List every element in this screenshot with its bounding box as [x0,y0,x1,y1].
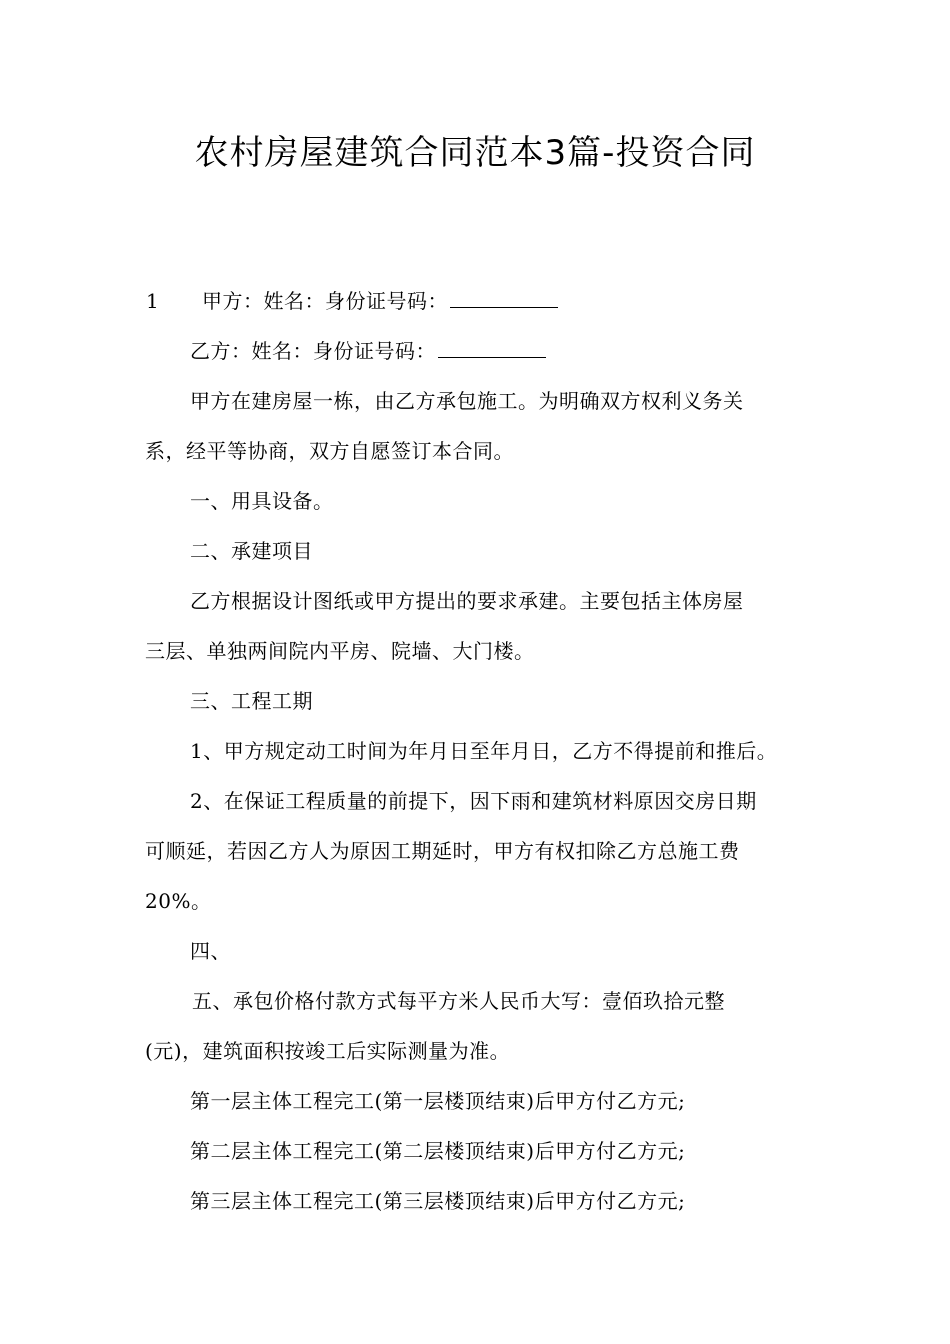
paragraph-line: 第一层主体工程完工(第一层楼顶结束)后甲方付乙方元; [190,1089,686,1113]
paragraph-line: 乙方根据设计图纸或甲方提出的要求承建。主要包括主体房屋 [190,589,744,613]
paragraph-line: 1、甲方规定动工时间为年月日至年月日，乙方不得提前和推后。 [190,739,778,763]
paragraph-line: 可顺延，若因乙方人为原因工期延时，甲方有权扣除乙方总施工费 [145,839,740,863]
party-b-text: 乙方：姓名：身份证号码： [190,339,436,363]
paragraph-line: 五、承包价格付款方式每平方米人民币大写：壹佰玖拾元整 [192,989,725,1013]
paragraph-line: (元)，建筑面积按竣工后实际测量为准。 [145,1039,511,1063]
party-a-id-blank [450,289,558,308]
paragraph-line: 第三层主体工程完工(第三层楼顶结束)后甲方付乙方元; [190,1189,686,1213]
paragraph-line: 三层、单独两间院内平房、院墙、大门楼。 [145,639,535,663]
paragraph-line: 第二层主体工程完工(第二层楼顶结束)后甲方付乙方元; [190,1139,686,1163]
item-number: 1 [146,289,159,313]
party-a-line [202,287,558,315]
section-heading: 二、承建项目 [190,539,313,563]
paragraph-line: 甲方在建房屋一栋，由乙方承包施工。为明确双方权利义务关 [190,389,744,413]
party-b-id-blank [438,339,546,358]
paragraph-line: 2、在保证工程质量的前提下，因下雨和建筑材料原因交房日期 [190,789,757,813]
party-a-text: 甲方：姓名：身份证号码： [202,289,448,313]
party-b-line [190,337,546,365]
section-heading: 三、工程工期 [190,689,313,713]
section-heading: 一、用具设备。 [190,489,334,513]
paragraph-line: 20%。 [145,889,212,913]
document-title: 农村房屋建筑合同范本3篇-投资合同 [194,133,756,173]
paragraph-line: 系，经平等协商，双方自愿签订本合同。 [145,439,514,463]
section-heading: 四、 [190,939,231,963]
